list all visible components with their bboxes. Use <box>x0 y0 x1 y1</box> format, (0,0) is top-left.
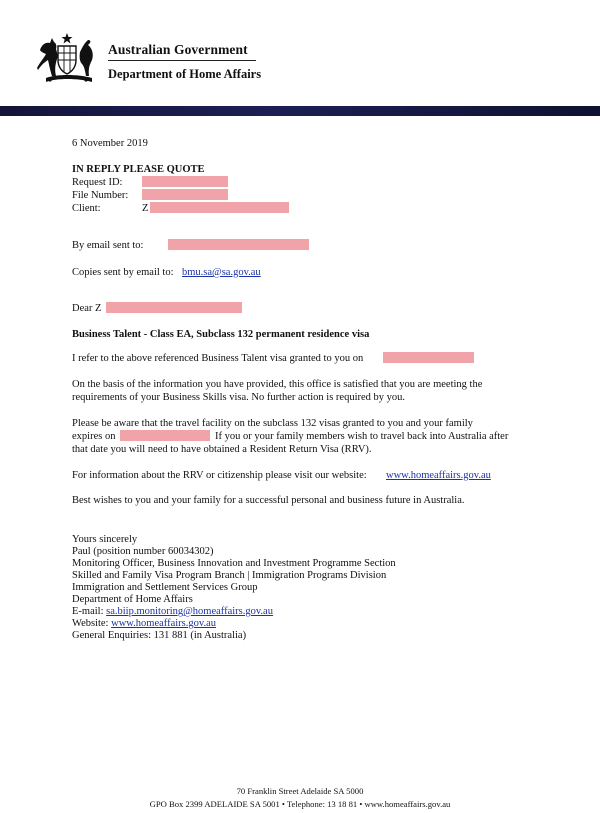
paragraph-3-line-1: Please be aware that the travel facility on the subclass 132 visas granted to you and your family <box>72 418 473 429</box>
header-banner <box>0 106 600 116</box>
signatory-name: Paul (position number 60034302) <box>72 546 214 557</box>
paragraph-2-line-2: requirements of your Business Skills visa. No further action is required by you. <box>72 392 406 403</box>
signatory-group: Immigration and Settlement Services Group <box>72 582 258 593</box>
paragraph-3-line-3: that date you will need to have obtained a Resident Return Visa (RRV). <box>72 444 372 455</box>
redacted-file-number <box>142 189 228 200</box>
paragraph-2-line-1: On the basis of the information you have provided, this office is satisfied that you are meeting the <box>72 379 483 390</box>
footer-address: 70 Franklin Street Adelaide SA 5000 <box>236 786 364 796</box>
email-label: E-mail: <box>72 606 104 617</box>
quote-heading: IN REPLY PLEASE QUOTE <box>72 164 205 175</box>
signatory-branch: Skilled and Family Visa Program Branch | Immigration Programs Division <box>72 570 387 581</box>
redacted-request-id <box>142 176 228 187</box>
coat-of-arms-icon <box>36 30 102 86</box>
paragraph-5: Best wishes to you and your family for a successful personal and business future in Australia. <box>72 495 465 506</box>
client-label: Client: <box>72 203 101 214</box>
paragraph-3-line-2a: expires on <box>72 431 116 442</box>
contact-website-link[interactable]: www.homeaffairs.gov.au <box>111 618 216 629</box>
client-initial: Z <box>142 203 149 214</box>
government-title: Australian Government <box>108 42 248 57</box>
letter-date: 6 November 2019 <box>72 138 148 149</box>
general-enquiries: General Enquiries: 131 881 (in Australia) <box>72 630 247 641</box>
copies-email-link[interactable]: bmu.sa@sa.gov.au <box>182 267 261 278</box>
website-link[interactable]: www.homeaffairs.gov.au <box>386 470 491 481</box>
department-title: Department of Home Affairs <box>108 67 262 81</box>
paragraph-3-line-2b: If you or your family members wish to travel back into Australia after <box>215 431 509 442</box>
signatory-department: Department of Home Affairs <box>72 594 193 605</box>
request-id-label: Request ID: <box>72 177 123 188</box>
redacted-salutation-name <box>106 302 242 313</box>
subject-line: Business Talent - Class EA, Subclass 132 permanent residence visa <box>72 329 370 340</box>
closing: Yours sincerely <box>72 534 138 545</box>
salutation: Dear Z <box>72 303 102 314</box>
redacted-expiry-date <box>120 430 210 441</box>
redacted-client-name <box>150 202 289 213</box>
redacted-email-recipient <box>168 239 309 250</box>
email-sent-label: By email sent to: <box>72 240 144 251</box>
paragraph-4: For information about the RRV or citizenship please visit our website: <box>72 470 367 481</box>
header-divider <box>108 60 256 61</box>
footer-contact: GPO Box 2399 ADELAIDE SA 5001 • Telephone: 13 18 81 • www.homeaffairs.gov.au <box>149 799 451 809</box>
signatory-title: Monitoring Officer, Business Innovation and Investment Programme Section <box>72 558 396 569</box>
copies-label: Copies sent by email to: <box>72 267 174 278</box>
website-label: Website: <box>72 618 109 629</box>
redacted-grant-date <box>383 352 474 363</box>
contact-email-link[interactable]: sa.biip.monitoring@homeaffairs.gov.au <box>106 606 273 617</box>
paragraph-1: I refer to the above referenced Business Talent visa granted to you on <box>72 353 364 364</box>
file-number-label: File Number: <box>72 190 129 201</box>
